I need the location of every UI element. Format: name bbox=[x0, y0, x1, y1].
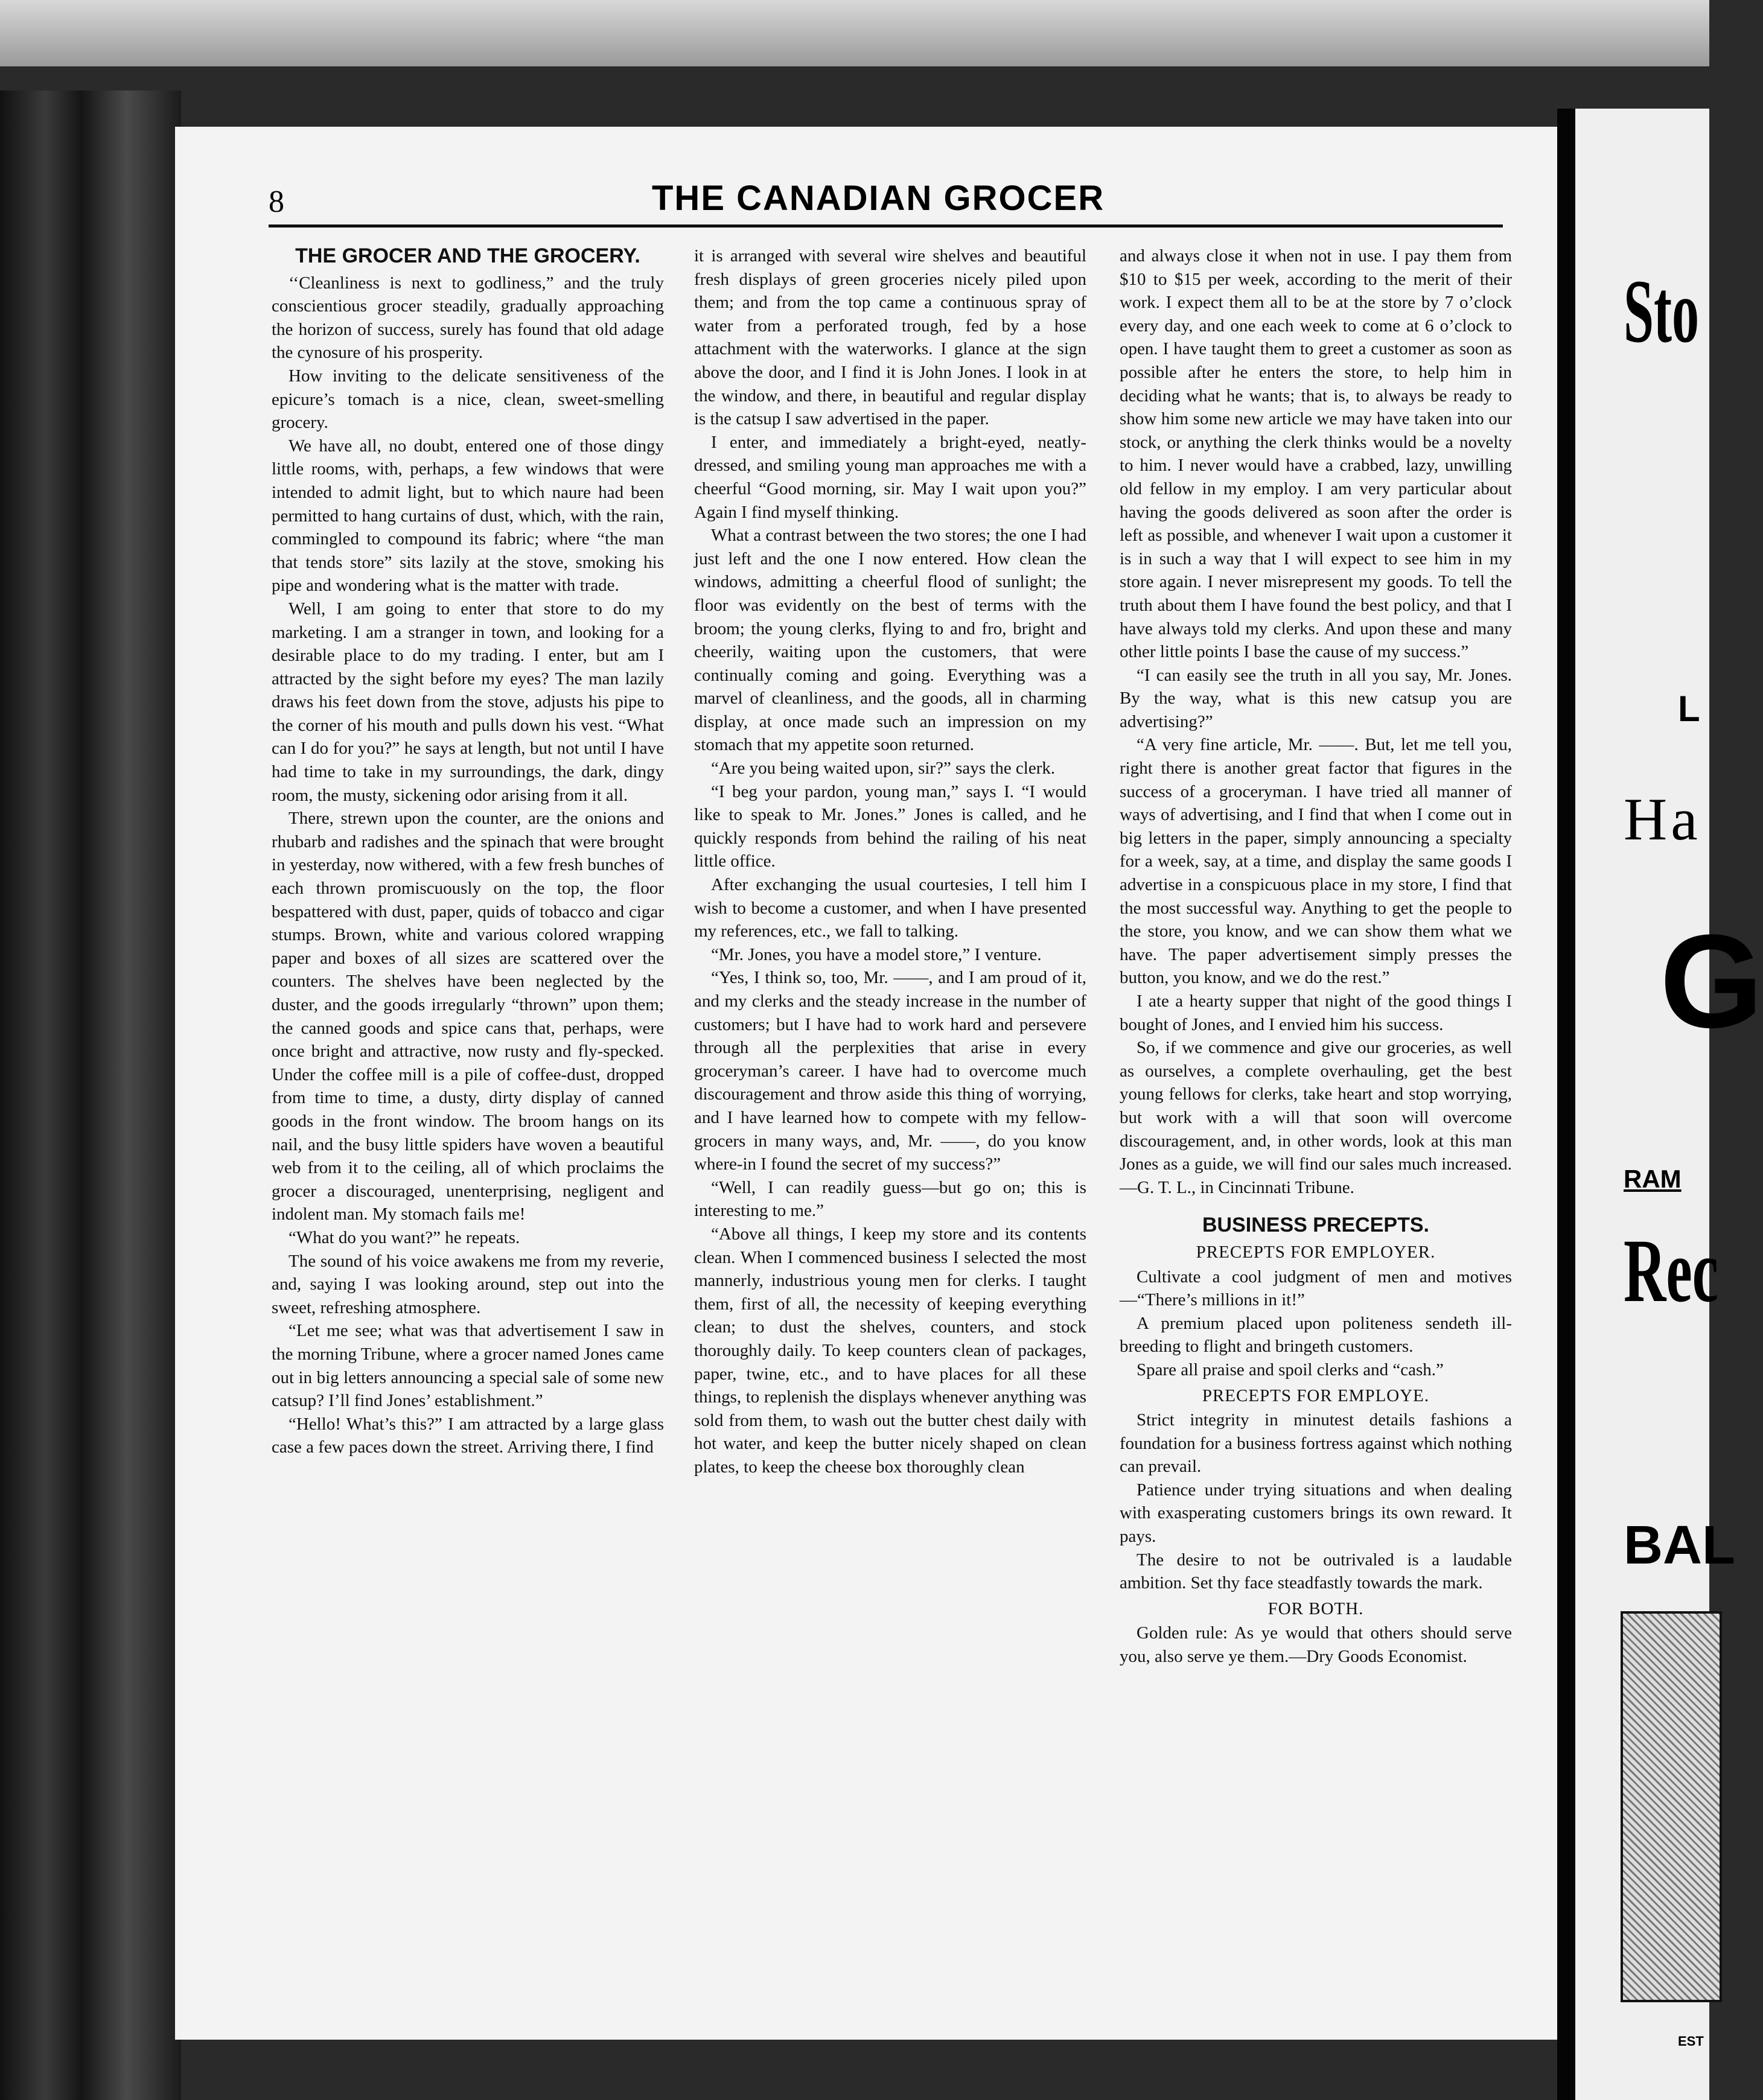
precepts-employe-heading: PRECEPTS FOR EMPLOYE. bbox=[1202, 1386, 1430, 1405]
precept: Golden rule: As ye would that others should serve you, also serve ye them.—Dry Goods Economist. bbox=[1120, 1623, 1512, 1667]
paragraph: “Yes, I think so, too, Mr. ——, and I am proud of it, and my clerks and the steady increase in the number of customers; but I have had to work hard and persevere through all the perplexities that arise in every groceryman’s career. I have had to overcome much discouragement and throw aside this thing of worrying, and I have learned how to compete with my fellow-grocers in many ways, and, Mr. ——, do you know where-in I found the secret of my success?” bbox=[694, 968, 1086, 1174]
facing-page-illustration bbox=[1621, 1611, 1722, 2002]
precept: A premium placed upon politeness sendeth ill-breeding to flight and bringeth customers. bbox=[1120, 1313, 1512, 1357]
paragraph: I enter, and immediately a bright-eyed, neatly-dressed, and smiling young man approaches me with a cheerful “Good morning, sir. May I wait upon you?” Again I find myself thinking. bbox=[694, 432, 1086, 522]
paragraph: “What do you want?” he repeats. bbox=[289, 1227, 520, 1247]
paragraph: We have all, no doubt, entered one of those dingy little rooms, with, perhaps, a few windows that were intended to admit light, but to which naure had been permitted to hang curtains of dust, which, with the rain, commingled to compound its fabric; where “the man that tends store” sits lazily at the stove, smoking his pipe and wondering what is the matter with trade. bbox=[272, 436, 664, 596]
paragraph: and always close it when not in use. I pay them from $10 to $15 per week, according to the merit of their work. I expect them all to be at the store by 7 o’clock every day, and one each week to come at 6 o’clock to open. I have taught them to greet a customer as soon as possible after he enters the store, to help him in deciding what he wants; that is, to always be ready to show him some new article we may have taken into our stock, or anything the clerk thinks would be a novelty to him. I never would have a crabbed, lazy, unwilling old fellow in my employ. I am very particular about having the goods delivered as soon after the order is left as possible, and whenever I wait upon a customer it is in such a way that I will expect to see him in my store again. I never misrepresent my goods. To tell the truth about them I have found the best policy, and that I have always told my clerks. And upon these and many other little points I base the cause of my success.” bbox=[1120, 246, 1512, 662]
facing-page-subtitle: RAM bbox=[1624, 1165, 1682, 1193]
scan-top-margin bbox=[0, 0, 1709, 66]
newspaper-page bbox=[175, 127, 1557, 2040]
precepts-both-heading: FOR BOTH. bbox=[1267, 1599, 1364, 1618]
column-1 bbox=[272, 244, 664, 1459]
precept: Strict integrity in minutest details fashions a foundation for a business fortress against which nothing can prevail. bbox=[1120, 1410, 1512, 1477]
facing-page-headline-2: Rec bbox=[1624, 1221, 1718, 1321]
paragraph: ‘‘Cleanliness is next to godliness,” and the truly conscientious grocer steadily, gradually approaching the horizon of success, surely has found that old adage the cynosure of his prosperity. bbox=[272, 273, 664, 363]
paragraph: “Hello! What’s this?” I am attracted by a large glass case a few paces down the street. Arriving there, I find bbox=[272, 1414, 664, 1457]
column-3 bbox=[1120, 244, 1512, 1669]
book-spine bbox=[0, 91, 181, 2100]
paragraph: There, strewn upon the counter, are the onions and rhubarb and radishes and the spinach that were brought in yesterday, now withered, with a few fresh bunches of each thrown promiscuously on the top, the floor bespattered with dust, paper, quids of tobacco and cigar stumps. Brown, white and various colored wrapping paper and boxes of all sizes are scattered over the counters. The shelves have been neglected by the duster, and the goods irregularly “thrown” upon them; the canned goods and spice cans that, perhaps, were once bright and attractive, now rusty and fly-specked. Under the coffee mill is a pile of coffee-dust, dropped from time to time, a dusty, dirty display of canned goods in the front window. The broom hangs on its nail, and the busy little spiders have woven a beautiful web from it to the ceiling, all of which proclaims the grocer a discouraged, unenterprising, negligent and indolent man. My stomach fails me! bbox=[272, 809, 664, 1224]
precept: Cultivate a cool judgment of men and motives—“There’s millions in it!” bbox=[1120, 1267, 1512, 1310]
paragraph: I ate a hearty supper that night of the good things I bought of Jones, and I envied him his success. bbox=[1120, 991, 1512, 1034]
paragraph: “Mr. Jones, you have a model store,” I venture. bbox=[711, 944, 1042, 964]
paragraph: it is arranged with several wire shelves and beautiful fresh displays of green groceries nicely piled upon them; and from the top came a continuous spray of water from a perforated trough, fed by a hose attachment with the waterworks. I glance at the sign above the door, and I find it is John Jones. I look in at the window, and there, in beautiful and regular display is the catsup I saw advertised in the paper. bbox=[694, 246, 1086, 429]
column-2 bbox=[694, 244, 1086, 1478]
paragraph: “Let me see; what was that advertisement I saw in the morning Tribune, where a grocer named Jones came out in big letters announcing a special sale of some new catsup? I’ll find Jones’ establishment.” bbox=[272, 1321, 664, 1411]
precept: The desire to not be outrivaled is a laudable ambition. Set thy face steadfastly towards the mark. bbox=[1120, 1550, 1512, 1593]
facing-page-letter: L bbox=[1678, 689, 1700, 729]
facing-page-headline-3: BAL bbox=[1624, 1515, 1735, 1576]
precept: Spare all praise and spoil clerks and “cash.” bbox=[1137, 1360, 1444, 1379]
paragraph: “I beg your pardon, young man,” says I. “I would like to speak to Mr. Jones.” Jones is called, and he quickly responds from behind the railing of his neat little office. bbox=[694, 781, 1086, 871]
paragraph: “A very fine article, Mr. ——. But, let me tell you, right there is another great factor that figures in the success of a groceryman. I have tried all manner of ways of advertising, and I find that when I come out in big letters in the paper, simply announcing a specialty for a week, say, at a time, and display the same goods I advertise in a conspicuous place in my store, I find that the most successful way. Anything to get the people to the store, you know, and we can show them what we have. The paper advertisement simply presses the button, you know, and we do the rest.” bbox=[1120, 735, 1512, 988]
paragraph: “Above all things, I keep my store and its contents clean. When I commenced business I selected the most mannerly, industrious young men for clerks. I taught them, first of all, the necessity of keeping everything clean; to dust the shelves, counters, and stock thoroughly daily. To keep counters clean of packages, paper, twine, etc., and to have places for all these things, to replenish the displays whenever anything was sold from them, to wash out the butter chest daily with hot water, and keep the butter nicely shaped on clean plates, to keep the cheese box thoroughly clean bbox=[694, 1224, 1086, 1477]
facing-page-text: Ha bbox=[1624, 786, 1701, 853]
facing-page-headline: Sto bbox=[1624, 261, 1700, 361]
paragraph: After exchanging the usual courtesies, I tell him I wish to become a customer, and when I have presented my references, etc., we fall to talking. bbox=[694, 875, 1086, 941]
paragraph: “Well, I can readily guess—but go on; this is interesting to me.” bbox=[694, 1177, 1086, 1221]
paragraph: How inviting to the delicate sensitiveness of the epicure’s tomach is a nice, clean, sweet-smelling grocery. bbox=[272, 366, 664, 433]
facing-page-large-letter: G bbox=[1660, 907, 1763, 1055]
precepts-employer-heading: PRECEPTS FOR EMPLOYER. bbox=[1196, 1242, 1436, 1262]
paragraph: The sound of his voice awakens me from my reverie, and, saying I was looking around, step out into the sweet, refreshing atmosphere. bbox=[272, 1251, 664, 1317]
page-number: 8 bbox=[269, 185, 284, 219]
paragraph: So, if we commence and give our groceries, as well as ourselves, a complete overhauling, get the best young fellows for clerks, take heart and stop worrying, but work with a will that soon will overcome discouragement, and, in other words, look at this man Jones as a guide, we will find our sales much increased.—G. T. L., in Cincinnati Tribune. bbox=[1120, 1038, 1512, 1197]
paragraph: “Are you being waited upon, sir?” says the clerk. bbox=[711, 759, 1056, 778]
page-gutter bbox=[1557, 109, 1575, 2100]
masthead-rule bbox=[269, 224, 1503, 228]
masthead: THE CANADIAN GROCER bbox=[652, 179, 1105, 218]
precept: Patience under trying situations and when dealing with exasperating customers brings its own reward. It pays. bbox=[1120, 1480, 1512, 1547]
article-title: THE GROCER AND THE GROCERY. bbox=[295, 244, 640, 267]
paragraph: Well, I am going to enter that store to do my marketing. I am a stranger in town, and looking for a desirable place to do my trading. I enter, but am I attracted by the sight before my eyes? The man lazily draws his feet down from the stove, adjusts his pipe to the corner of his mouth and pulls down his vest. “What can I do for you?” he says at length, but not until I have had time to take in my surroundings, the dark, dingy room, the musty, sickening odor arising from it all. bbox=[272, 599, 664, 805]
paragraph: “I can easily see the truth in all you say, Mr. Jones. By the way, what is this new catsup you are advertising?” bbox=[1120, 665, 1512, 731]
paragraph: What a contrast between the two stores; the one I had just left and the one I now entered. How clean the windows, admitting a cheerful flood of sunlight; the floor was evidently on the best of terms with the broom; the young clerks, flying to and fro, bright and cheerily, waiting upon the customers, that were continually coming and going. Everything was a marvel of cleanliness, and the goods, all in charming display, at once made such an impression on my stomach that my appetite soon returned. bbox=[694, 526, 1086, 755]
business-precepts-title: BUSINESS PRECEPTS. bbox=[1202, 1214, 1429, 1237]
facing-page-fragment bbox=[1575, 109, 1763, 2100]
facing-page-caption: EST bbox=[1678, 2034, 1704, 2049]
